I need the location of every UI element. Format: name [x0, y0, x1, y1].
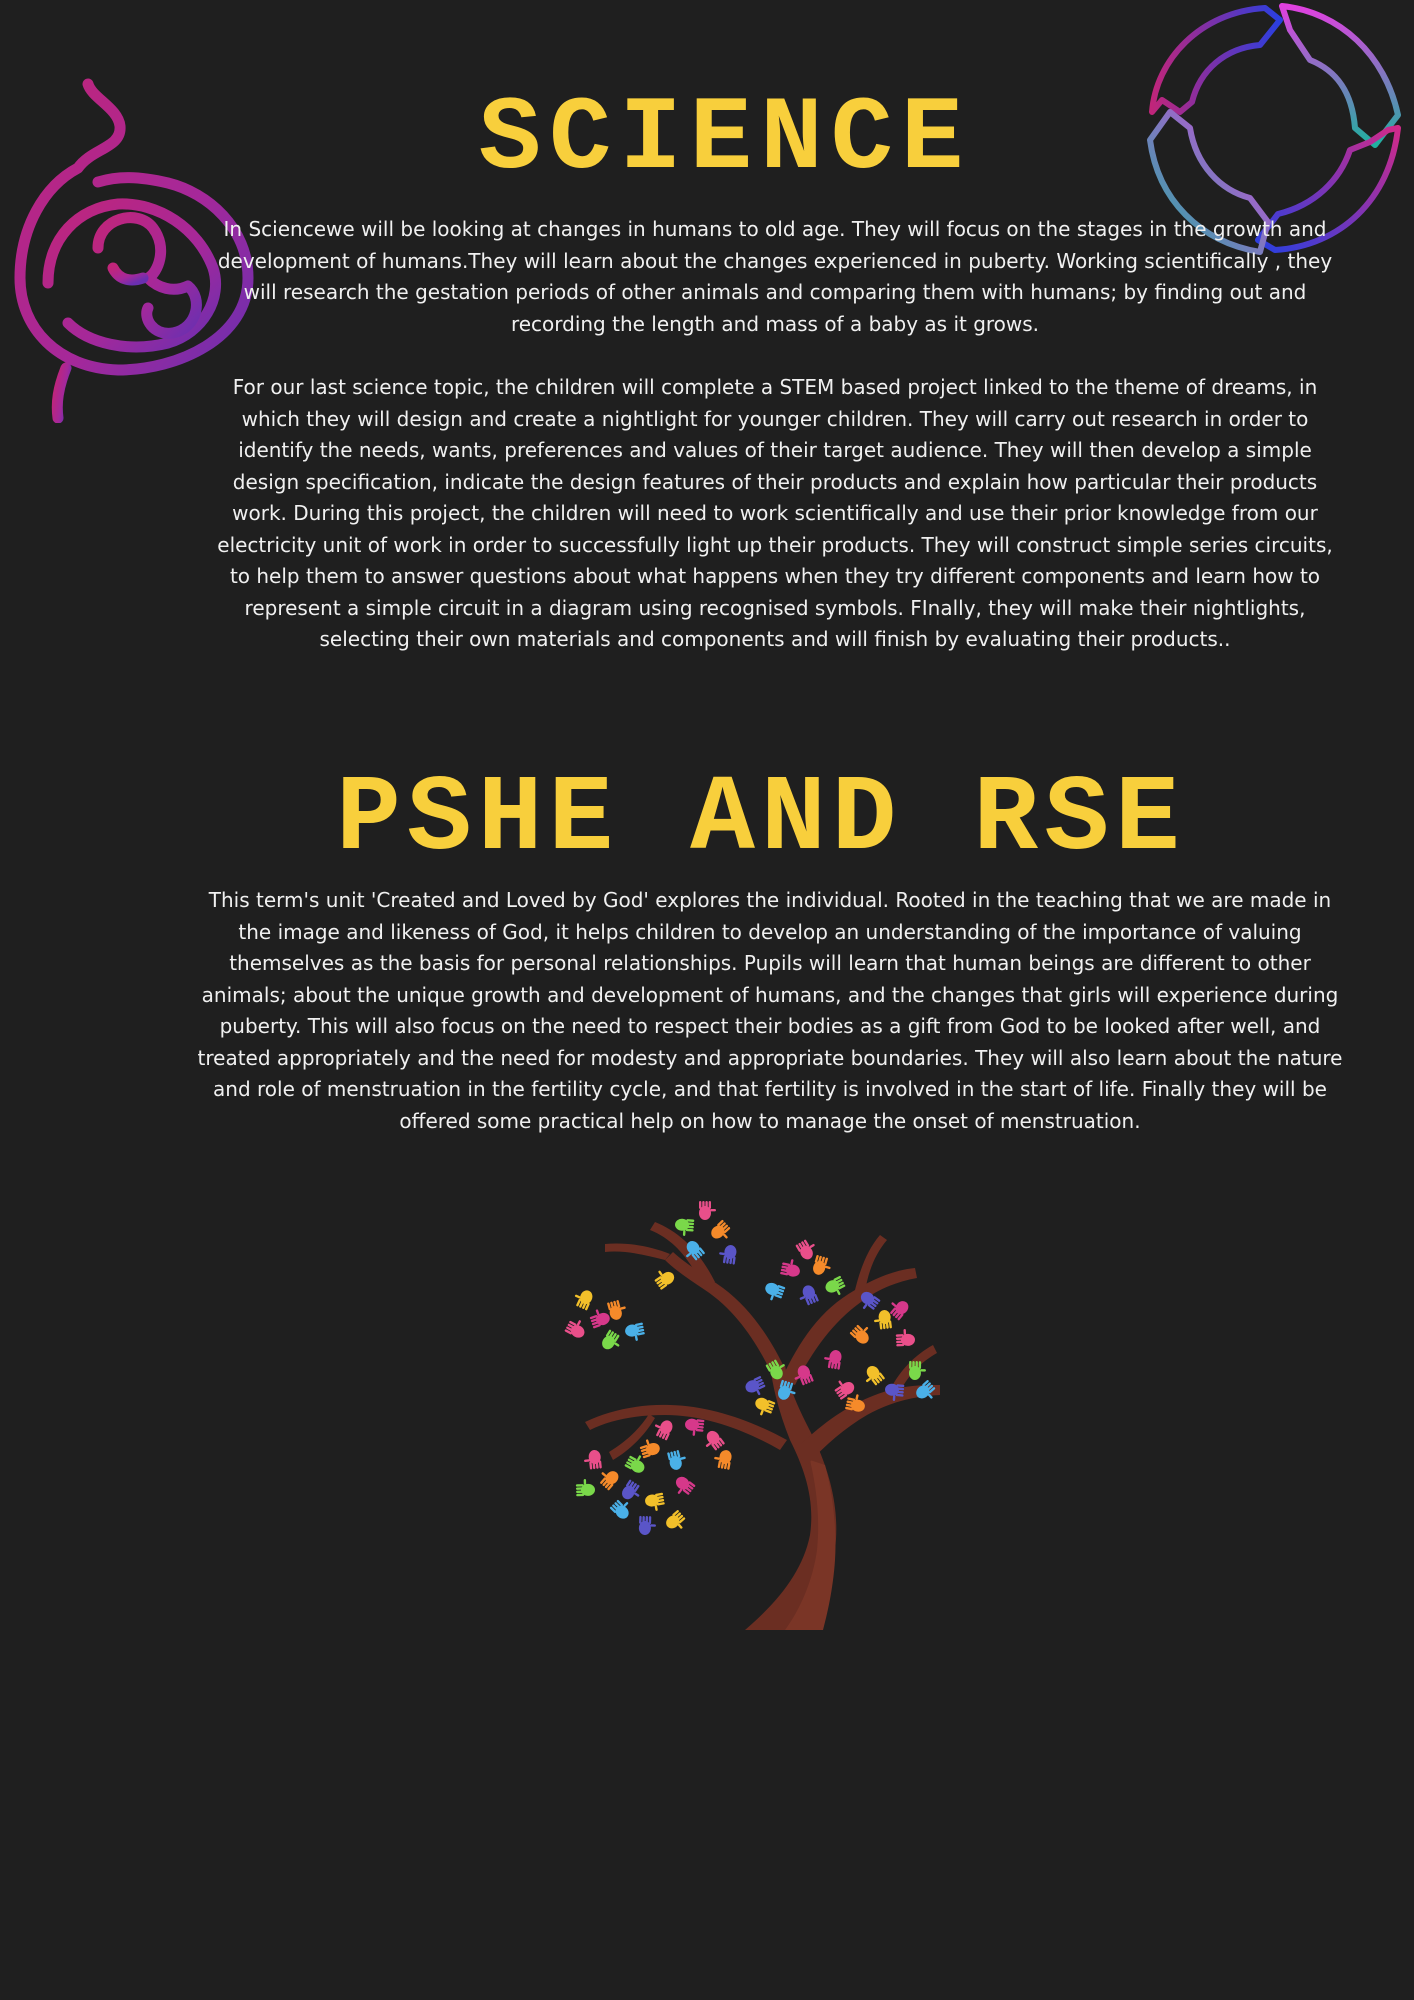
- science-heading: SCIENCE: [478, 81, 972, 199]
- handprint-leaf: [743, 1376, 768, 1400]
- handprint-leaf: [718, 1244, 737, 1265]
- handprint-tree-icon: [555, 1190, 975, 1630]
- handprint-leaf: [624, 1322, 646, 1342]
- handprint-leaf: [823, 1276, 848, 1300]
- handprint-leaf: [831, 1375, 856, 1400]
- handprint-leaf: [700, 1428, 725, 1453]
- handprint-leaf: [624, 1451, 649, 1475]
- handprint-leaf: [796, 1283, 819, 1307]
- handprint-leaf: [713, 1448, 733, 1470]
- handprint-leaf: [811, 1255, 833, 1278]
- handprint-leaf: [564, 1316, 589, 1340]
- handprint-leaf: [620, 1479, 645, 1504]
- handprint-leaf: [596, 1465, 621, 1490]
- handprint-leaf: [780, 1257, 802, 1278]
- handprint-leaf: [909, 1361, 926, 1380]
- handprint-leaf: [651, 1416, 674, 1440]
- handprint-leaf: [849, 1321, 874, 1346]
- handprint-leaf: [638, 1436, 661, 1458]
- handprint-leaf: [576, 1479, 596, 1497]
- handprint-leaf: [639, 1516, 657, 1536]
- handprint-leaf: [670, 1474, 695, 1499]
- handprint-leaf: [667, 1449, 688, 1472]
- handprint-leaf: [762, 1281, 786, 1303]
- science-paragraph-2: For our last science topic, the children will complete a STEM based project linked to the theme of dreams, in which they will design and create a nightlight for younger children. They will carry out research in order to identify the needs, wants, preferences and values of their target audience. They will then develop a simple design specification, indicate the design features of their products and explain how particular their products work. During this project, the children will need to work scientifically and use their prior knowledge from our electricity unit of work in order to successfully light up their products. They will construct simple series circuits, to help them to answer questions about what happens when they try different components and learn how to represent a simple circuit in a diagram using recognised symbols. FInally, they will make their nightlights, selecting their own materials and components and will finish by evaluating their products..: [217, 375, 1333, 651]
- handprint-leaf: [873, 1309, 892, 1330]
- pshe-heading: PSHE AND RSE: [336, 759, 1186, 881]
- handprint-leaf: [588, 1306, 611, 1328]
- handprint-leaf: [674, 1218, 694, 1236]
- handprint-leaf: [860, 1363, 885, 1388]
- handprint-leaf: [699, 1201, 716, 1220]
- handprint-leaf: [600, 1329, 624, 1354]
- handprint-leaf: [651, 1265, 676, 1290]
- handprint-leaf: [823, 1348, 843, 1369]
- handprint-leaf: [752, 1396, 776, 1419]
- handprint-leaf: [664, 1510, 689, 1535]
- handprint-leaf: [609, 1496, 634, 1521]
- handprint-leaf: [607, 1298, 628, 1321]
- science-paragraph-1: In Sciencewe will be looking at changes in humans to old age. They will focus on the stages in the growth and development of humans.They will learn about the changes experienced in puberty. Working scientifically , they will research the gestation periods of other animals and comparing them with humans; by finding out and recording the length and mass of a baby as it grows.: [217, 217, 1333, 336]
- handprint-leaf: [895, 1328, 915, 1346]
- handprint-leaf: [684, 1418, 705, 1437]
- handprint-leaf: [571, 1286, 594, 1310]
- handprint-leaf: [709, 1219, 734, 1244]
- pshe-paragraph: This term's unit 'Created and Loved by God' explores the individual. Rooted in the teaching that we are made in the image and likeness of God, it helps children to develop an understanding of the importance of valuing themselves as the basis for personal relationships. Pupils will learn that human beings are different to other animals; about the unique growth and development of humans, and the changes that girls will experience during puberty. This will also focus on the need to respect their bodies as a gift from God to be looked after well, and treated appropriately and the need for modesty and appropriate boundaries. They will also learn about the nature and role of menstruation in the fertility cycle, and that fertility is involved in the start of life. Finally they will be offered some practical help on how to manage the onset of menstruation.: [197, 888, 1343, 1133]
- handprint-leaf: [583, 1449, 602, 1470]
- handprint-leaf: [644, 1493, 666, 1513]
